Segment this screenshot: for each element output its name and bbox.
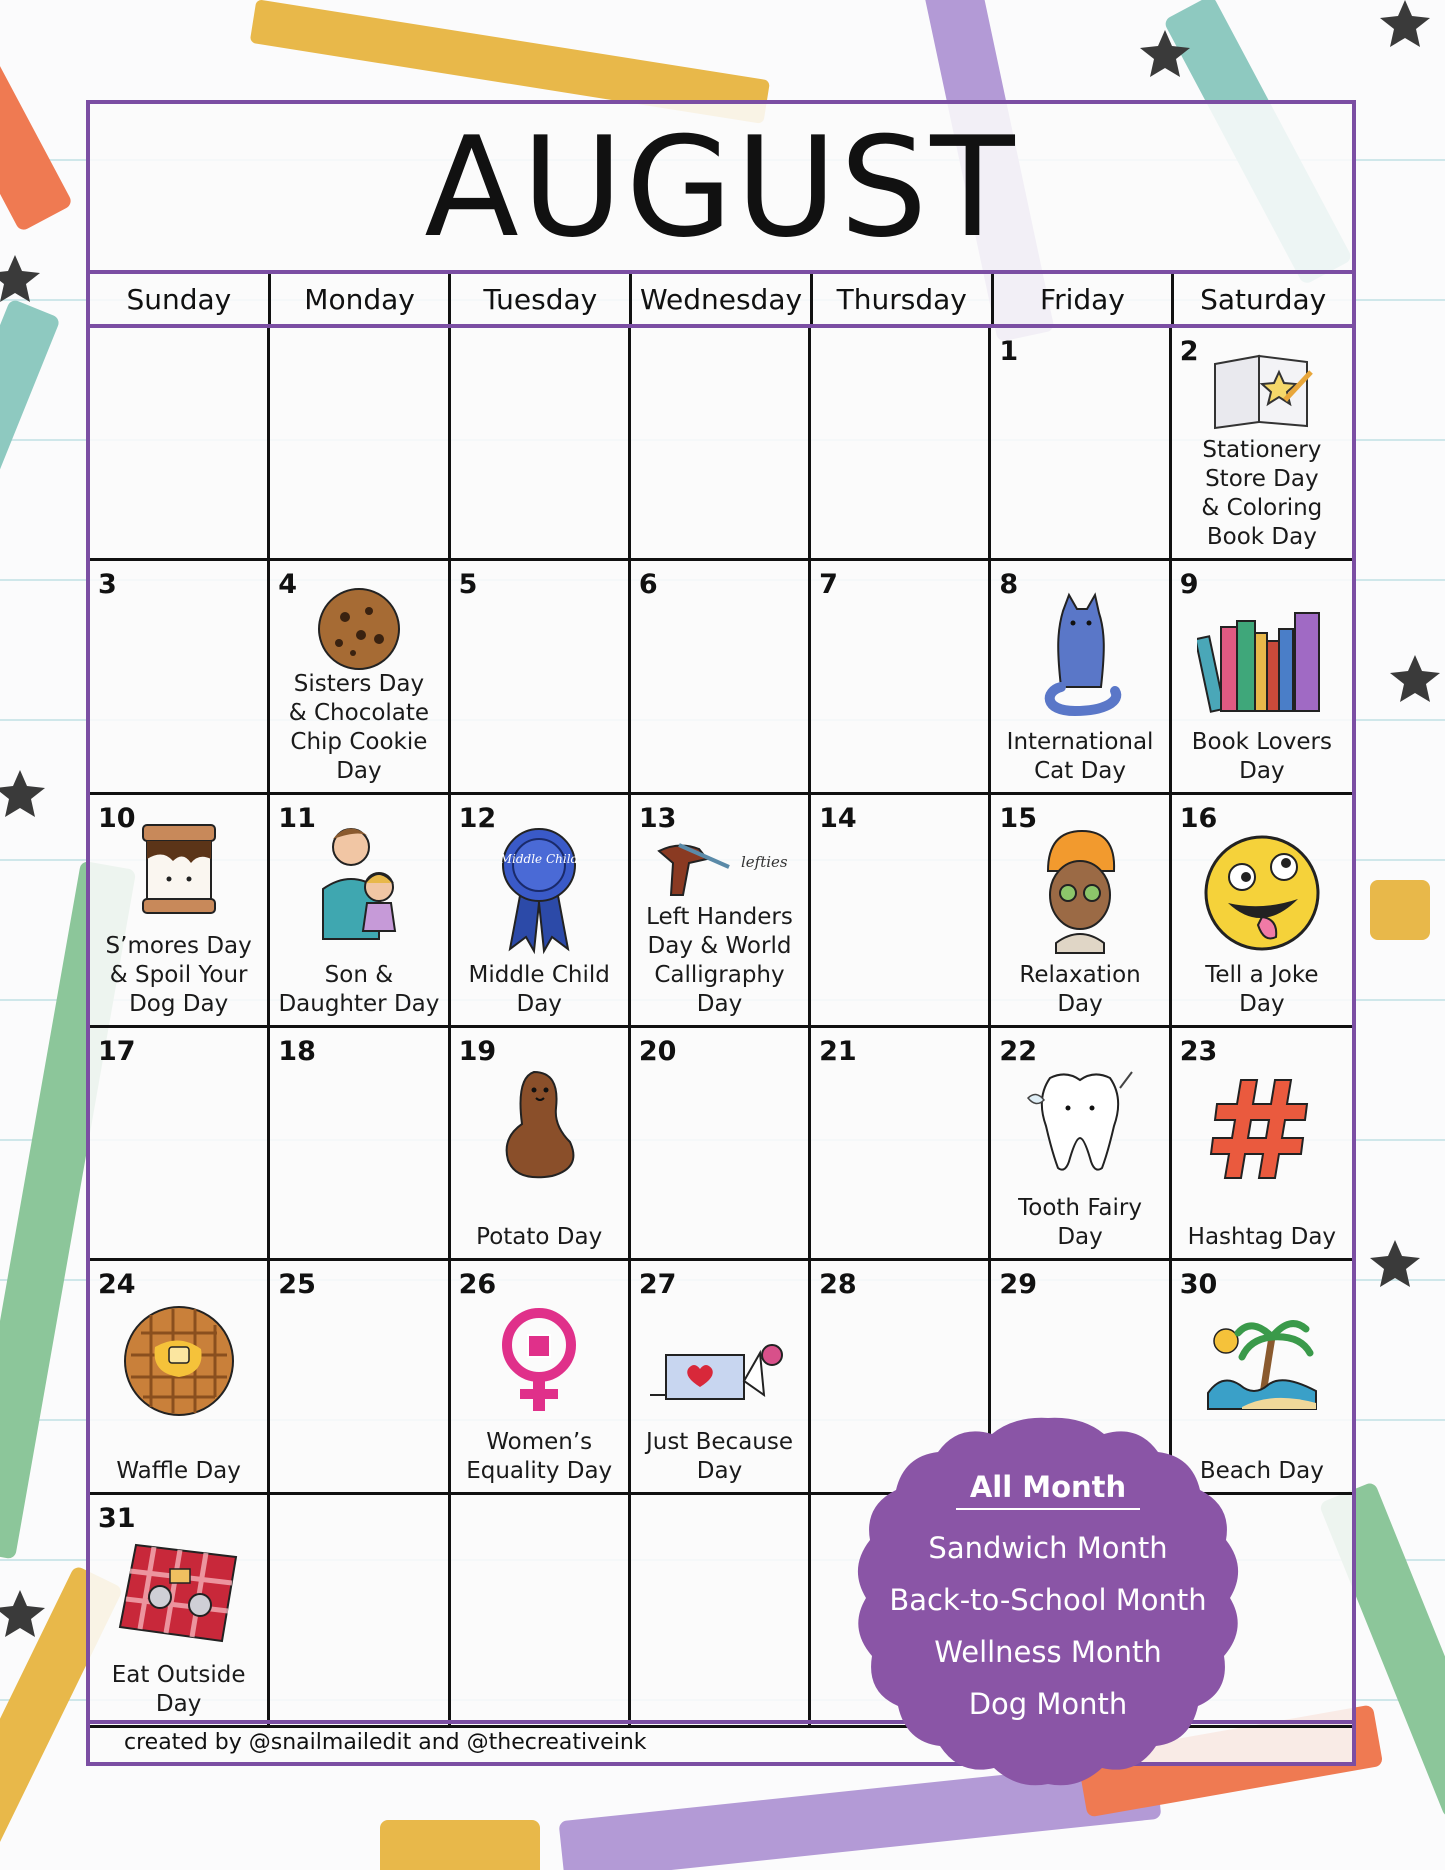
day-number: 15 — [999, 802, 1037, 834]
all-month-item: Wellness Month — [934, 1635, 1162, 1669]
day-number: 2 — [1179, 336, 1199, 367]
all-month-heading: All Month — [956, 1470, 1140, 1510]
day-cell-20 — [631, 1028, 811, 1261]
day-cell-4 — [270, 561, 450, 794]
day-label: Eat Outside Day — [111, 1661, 246, 1717]
day-cell-21 — [811, 1028, 991, 1261]
weekday-monday: Monday — [271, 274, 452, 324]
day-cell-2 — [1172, 328, 1352, 561]
day-label: Book Lovers Day — [1191, 728, 1332, 784]
weekday-friday: Friday — [994, 274, 1175, 324]
day-cell-19 — [451, 1028, 631, 1261]
smore-icon — [129, 819, 229, 919]
day-number: 28 — [819, 1269, 857, 1301]
day-cell-7 — [811, 561, 991, 794]
day-number: 27 — [638, 1269, 677, 1301]
day-number: 25 — [278, 1269, 316, 1301]
day-cell-25 — [270, 1261, 450, 1494]
day-cell-8 — [991, 561, 1171, 794]
day-number: 12 — [458, 802, 497, 834]
day-cell-empty — [631, 328, 811, 561]
day-cell-26 — [451, 1261, 631, 1494]
day-cell-1 — [991, 328, 1171, 561]
day-cell-empty — [811, 328, 991, 561]
calligraphy-hand-icon — [649, 831, 789, 901]
day-number: 16 — [1179, 802, 1218, 834]
day-cell-16 — [1172, 795, 1352, 1028]
parent-child-icon — [309, 819, 409, 949]
day-number: 10 — [98, 802, 136, 834]
day-cell-3 — [90, 561, 270, 794]
day-label: Son & Daughter Day — [278, 961, 440, 1017]
card-flower-icon — [644, 1341, 794, 1411]
day-label: Relaxation Day — [1019, 961, 1141, 1017]
day-cell-14 — [811, 795, 991, 1028]
day-label: Sisters Day & Chocolate Chip Cookie Day — [288, 670, 430, 784]
day-cell-empty — [451, 328, 631, 561]
day-number: 23 — [1179, 1035, 1218, 1067]
svg-text:Middle Child: Middle Child — [499, 851, 579, 866]
day-cell-17 — [90, 1028, 270, 1261]
day-label: Hashtag Day — [1187, 1224, 1337, 1251]
weekday-thursday: Thursday — [813, 274, 994, 324]
day-cell-6 — [631, 561, 811, 794]
ribbon-icon — [494, 825, 584, 955]
day-cell-27 — [631, 1261, 811, 1494]
day-cell-empty — [90, 328, 270, 561]
hashtag-icon — [1207, 1074, 1317, 1184]
credit-footer: created by @snailmailedit and @thecreativeink — [90, 1720, 1352, 1762]
day-label: Tooth Fairy Day — [1018, 1195, 1142, 1251]
day-label: Beach Day — [1199, 1457, 1324, 1484]
day-number: 22 — [999, 1035, 1037, 1067]
cat-icon — [1035, 591, 1125, 721]
potato-icon — [494, 1064, 584, 1184]
all-month-item: Sandwich Month — [928, 1531, 1168, 1565]
day-cell-15 — [991, 795, 1171, 1028]
weekday-tuesday: Tuesday — [451, 274, 632, 324]
month-title: AUGUST — [424, 106, 1018, 268]
day-number: 31 — [98, 1502, 136, 1534]
day-cell-empty — [451, 1495, 631, 1728]
coloring-book-icon — [1207, 350, 1317, 430]
day-number: 1 — [999, 336, 1019, 367]
weekday-sunday: Sunday — [90, 274, 271, 324]
day-number: 9 — [1179, 569, 1199, 601]
day-cell-18 — [270, 1028, 450, 1261]
day-cell-23 — [1172, 1028, 1352, 1261]
day-cell-11 — [270, 795, 450, 1028]
all-month-item: Back-to-School Month — [889, 1583, 1207, 1617]
all-month-item: Dog Month — [968, 1687, 1128, 1721]
weekday-saturday: Saturday — [1200, 282, 1327, 316]
day-number: 3 — [98, 569, 117, 601]
day-number: 20 — [638, 1035, 677, 1067]
day-number: 19 — [458, 1035, 497, 1067]
books-icon — [1197, 607, 1327, 717]
day-cell-12 — [451, 795, 631, 1028]
day-number: 29 — [999, 1269, 1037, 1301]
equality-icon — [494, 1307, 584, 1417]
waffle-icon — [121, 1303, 237, 1419]
picnic-icon — [114, 1537, 244, 1647]
day-number: 4 — [278, 569, 298, 601]
weekday-header — [90, 270, 1352, 328]
day-number: 6 — [638, 569, 658, 601]
svg-text:lefties: lefties — [741, 852, 789, 871]
day-label: Waffle Day — [116, 1457, 241, 1484]
day-cell-5 — [451, 561, 631, 794]
day-number: 8 — [999, 569, 1019, 601]
day-cell-13 — [631, 795, 811, 1028]
day-number: 26 — [458, 1269, 497, 1301]
day-label: International Cat Day — [1006, 728, 1154, 784]
weekday-wednesday: Wednesday — [632, 274, 813, 324]
day-cell-24 — [90, 1261, 270, 1494]
day-cell-empty — [270, 328, 450, 561]
day-number: 30 — [1179, 1269, 1218, 1301]
day-number: 18 — [278, 1035, 316, 1067]
day-number: 11 — [278, 802, 316, 834]
day-number: 24 — [98, 1269, 136, 1301]
silly-face-icon — [1202, 833, 1322, 953]
day-label: Left Handers Day & World Calligraphy Day — [646, 903, 793, 1017]
day-label: Tell a Joke Day — [1205, 961, 1319, 1017]
day-cell-empty — [270, 1495, 450, 1728]
day-label: Women’s Equality Day — [466, 1428, 613, 1484]
day-label: Stationery Store Day & Coloring Book Day — [1201, 437, 1323, 551]
spa-face-icon — [1030, 825, 1130, 955]
beach-icon — [1202, 1311, 1322, 1411]
day-number: 14 — [819, 802, 857, 834]
day-number: 17 — [98, 1035, 136, 1067]
all-month-list — [846, 1470, 1250, 1730]
day-label: Middle Child Day — [468, 961, 610, 1017]
day-number: 5 — [458, 569, 478, 601]
day-number: 21 — [819, 1035, 857, 1067]
day-label: Just Because Day — [645, 1428, 794, 1484]
day-label: S’mores Day & Spoil Your Dog Day — [105, 932, 252, 1017]
day-cell-10 — [90, 795, 270, 1028]
day-number: 13 — [638, 802, 677, 834]
day-cell-22 — [991, 1028, 1171, 1261]
day-number: 7 — [819, 569, 838, 601]
tooth-icon — [1020, 1068, 1140, 1178]
day-cell-9 — [1172, 561, 1352, 794]
day-label: Potato Day — [476, 1224, 603, 1251]
cookie-icon — [309, 581, 409, 671]
day-cell-empty — [631, 1495, 811, 1728]
day-cell-31 — [90, 1495, 270, 1728]
